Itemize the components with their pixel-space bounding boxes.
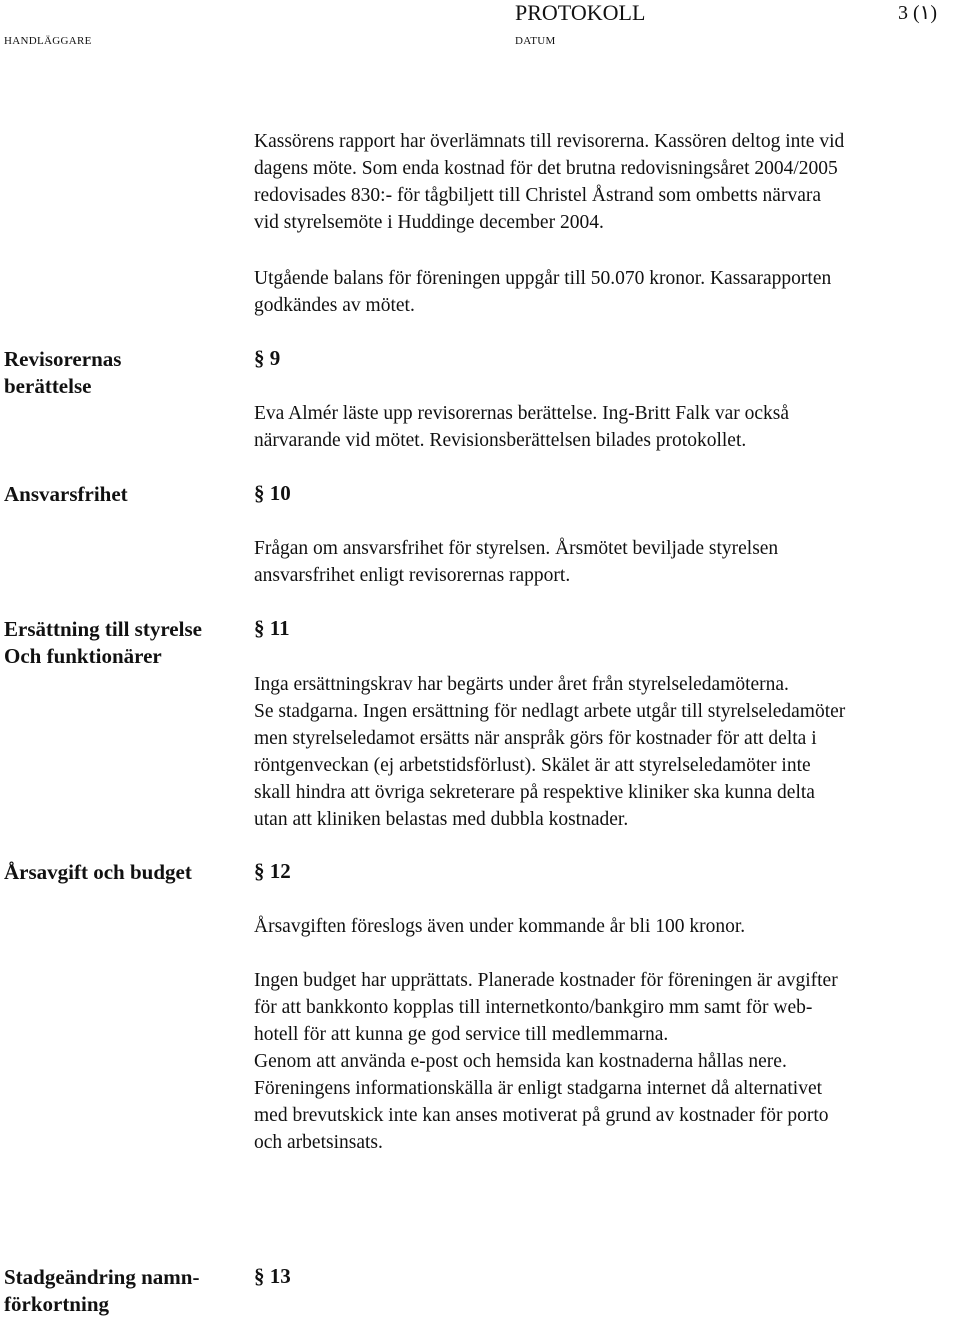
- paragraph-number-10: § 10: [254, 481, 291, 505]
- ansvarsfrihet-text: Frågan om ansvarsfrihet för styrelsen. Årsmötet beviljade styrelsen ansvarsfrihet enligt revisorernas rapport.: [254, 538, 779, 586]
- datum-label: DATUM: [515, 35, 556, 47]
- page-number: 3 (١): [898, 2, 938, 24]
- section-heading-ersattning: Ersättning till styrelse Och funktionärer: [4, 617, 202, 668]
- handlaggare-label: HANDLÄGGARE: [4, 35, 92, 47]
- section-heading-ansvarsfrihet: Ansvarsfrihet: [4, 482, 128, 506]
- section-heading-stadgeandring: Stadgeändring namn- förkortning: [4, 1265, 200, 1316]
- paragraph-number-12: § 12: [254, 859, 291, 883]
- kassor-rapport-text: Kassörens rapport har överlämnats till revisorerna. Kassören deltog inte vid dagens möte. Som enda kostnad för det brutna redovisningsåret 2004/2005 redovisades 830:- för tågbiljett till Christel Åstrand som ombetts närvara vid styrelsemöte i Huddinge december 2004.: [254, 131, 845, 233]
- paragraph-number-13: § 13: [254, 1264, 291, 1288]
- paragraph-number-11: § 11: [254, 616, 290, 640]
- budget-text: Ingen budget har upprättats. Planerade kostnader för föreningen är avgifter för att bankkonto kopplas till internetkonto/bankgiro mm samt för web- hotell för att kunna ge god service till medlemmarna. Genom att använda e-post och hemsida kan kostnaderna hållas nere. Föreningens informationskälla är enligt stadgarna internet då alternativet med brevutskick inte kan anses motiverat på grund av kostnader för porto och arbetsinsats.: [254, 970, 838, 1153]
- balans-text: Utgående balans för föreningen uppgår till 50.070 kronor. Kassarapporten godkändes av mötet.: [254, 268, 832, 316]
- ersattning-text: Inga ersättningskrav har begärts under året från styrelseledamöterna. Se stadgarna. Ingen ersättning för nedlagt arbete utgår till styrelseledamöter men styrelseledamot ersätts när anspråk görs för kostnader för att delta i röntgenveckan (ej arbetstidsförlust). Skälet är att styrelseledamöter inte skall hindra att övriga sekreterare på respektive kliniker ska kunna delta utan att kliniken belastas med dubbla kostnader.: [254, 674, 846, 830]
- revision-text: Eva Almér läste upp revisorernas berättelse. Ing-Britt Falk var också närvarande vid mötet. Revisionsberättelsen bilades protokollet.: [254, 403, 789, 451]
- paragraph-number-9: § 9: [254, 346, 281, 370]
- arsavgift-text: Årsavgiften föreslogs även under kommande år bli 100 kronor.: [254, 916, 746, 937]
- section-heading-arsavgift: Årsavgift och budget: [4, 860, 192, 884]
- section-heading-revisorernas: Revisorernas berättelse: [4, 347, 122, 398]
- document-title: PROTOKOLL: [515, 0, 646, 25]
